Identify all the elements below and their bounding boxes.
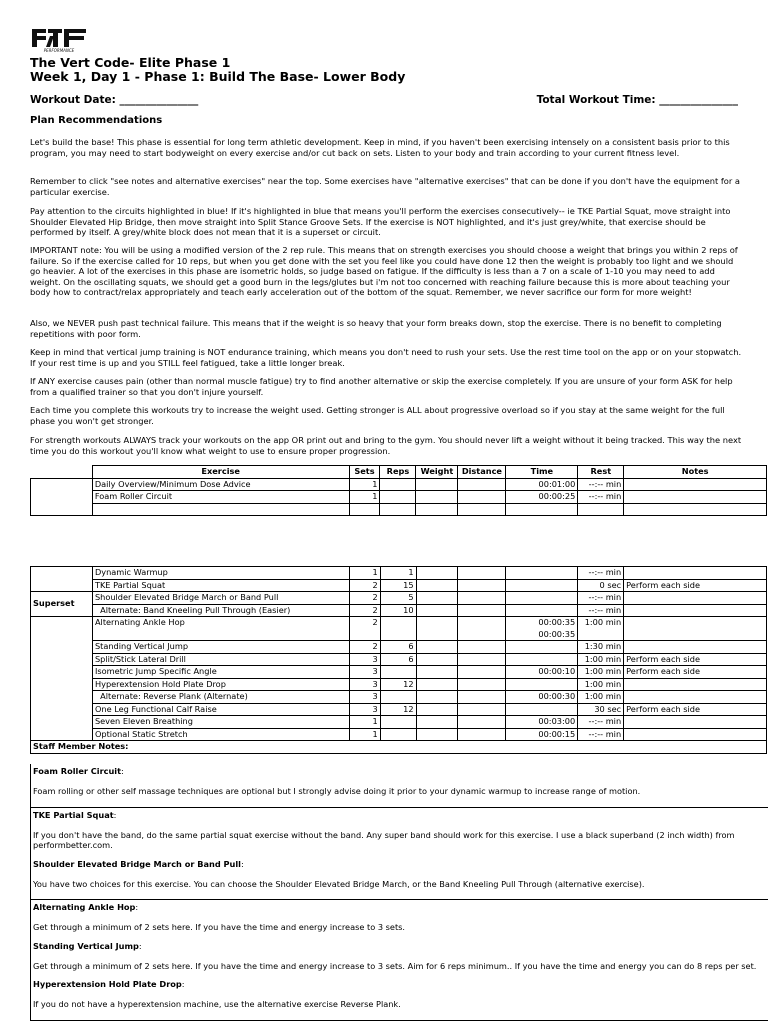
- plan-recommendations-heading: Plan Recommendations: [30, 115, 163, 126]
- exercise-cell: Hyperextension Hold Plate Drop: [92, 678, 349, 691]
- table-row: [31, 703, 767, 716]
- rest-cell: 1:00 min: [578, 653, 624, 666]
- rest-cell: 1:30 min: [578, 641, 624, 654]
- distance-cell: [458, 641, 506, 654]
- time-cell: 00:00:25: [506, 491, 578, 504]
- rest-cell: --:-- min: [578, 728, 624, 741]
- exercise-cell: Shoulder Elevated Bridge March or Band Pull: [92, 592, 349, 605]
- time-cell: 00:00:30: [506, 691, 578, 704]
- exercise-cell: Daily Overview/Minimum Dose Advice: [92, 478, 349, 491]
- workout-date-field: Workout Date: _______________: [30, 94, 199, 106]
- note-text: You have two choices for this exercise. You can choose the Shoulder Elevated Bridge March, or the Band Kneeling Pull Through (alternative exercise).: [33, 878, 645, 889]
- col-time-header: Time: [506, 466, 578, 479]
- exercise-cell: Alternate: Reverse Plank (Alternate): [92, 691, 349, 704]
- weight-cell: [416, 617, 458, 641]
- col-weight-header: Weight: [416, 466, 458, 479]
- exercise-cell: Foam Roller Circuit: [92, 491, 349, 504]
- time-cell: [506, 617, 578, 641]
- rest-cell: --:-- min: [578, 716, 624, 729]
- distance-cell: [458, 691, 506, 704]
- rest-cell: [578, 503, 624, 516]
- table-row: [31, 728, 767, 741]
- time-cell: [506, 703, 578, 716]
- note-title: TKE Partial Squat:: [33, 809, 117, 820]
- sets-cell: 2: [349, 579, 380, 592]
- note-text: Foam rolling or other self massage techniques are optional but I strongly advise doing it prior to your dynamic warmup to increase range of motion.: [33, 786, 641, 796]
- distance-cell: [458, 617, 506, 641]
- distance-cell: [458, 491, 506, 504]
- notes-cell: [624, 478, 767, 491]
- time-cell: 00:03:00: [506, 716, 578, 729]
- program-title: The Vert Code- Elite Phase 1: [30, 55, 231, 70]
- notes-cell: Perform each side: [624, 579, 767, 592]
- note-text: Get through a minimum of 2 sets here. If you have the time and energy increase to 3 sets. Aim for 6 reps minimum.. If you have the time and energy you can do 8 reps per set.: [33, 960, 757, 971]
- reps-cell: [380, 617, 416, 641]
- time-cell: [506, 678, 578, 691]
- paragraph: Remember to click "see notes and alternative exercises" near the top. Some exercises have "alternative exercises" that can be done if you don't have the equipment for a particular exercise.: [30, 176, 740, 197]
- paragraph: Also, we NEVER push past technical failure. This means that if the weight is so heavy that your form breaks down, stop the exercise. There is no benefit to completing repetitions with poor form.: [30, 318, 722, 339]
- table-row: [31, 604, 767, 617]
- table-row: [31, 691, 767, 704]
- weight-cell: [416, 691, 458, 704]
- distance-cell: [458, 653, 506, 666]
- paragraph: Keep in mind that vertical jump training is NOT endurance training, which means you don't need to rush your sets. Use the rest time tool on the app or on your stopwatch. If your rest time is up and you STILL feel fatigued, take a little longer break.: [30, 347, 742, 368]
- sets-cell: [349, 503, 380, 516]
- distance-cell: [458, 678, 506, 691]
- table-row: [31, 592, 767, 605]
- notes-cell: [624, 678, 767, 691]
- weight-cell: [416, 579, 458, 592]
- table-row: [31, 653, 767, 666]
- workout-table-top: [30, 465, 767, 516]
- weight-cell: [416, 592, 458, 605]
- note-title: Alternating Ankle Hop:: [33, 902, 139, 912]
- pjf-performance-logo: [30, 27, 88, 53]
- exercise-cell: Alternate: Band Kneeling Pull Through (Easier): [92, 604, 349, 617]
- note-title-text: Alternating Ankle Hop: [33, 902, 136, 912]
- reps-cell: 15: [380, 579, 416, 592]
- table-row: [31, 491, 767, 504]
- notes-cell: [624, 691, 767, 704]
- weight-cell: [416, 503, 458, 516]
- time-value: 00:00:35: [538, 628, 576, 639]
- time-cell: 00:00:10: [506, 666, 578, 679]
- exercise-cell: Alternating Ankle Hop: [92, 617, 349, 641]
- notes-cell: [624, 592, 767, 605]
- time-cell: 00:01:00: [506, 478, 578, 491]
- rest-cell: 1:00 min: [578, 666, 624, 679]
- time-cell: [506, 641, 578, 654]
- total-workout-time-field: Total Workout Time: _______________: [536, 94, 738, 106]
- note-title: Foam Roller Circuit:: [33, 766, 124, 776]
- notes-section: [31, 764, 768, 807]
- reps-cell: 5: [380, 592, 416, 605]
- svg-text:PERFORMANCE: PERFORMANCE: [43, 48, 75, 53]
- paragraph: If ANY exercise causes pain (other than normal muscle fatigue) try to find another alternative or skip the exercise completely. If you are unsure of your form ASK for help from a qualified trainer so that you don't injure yourself.: [30, 376, 733, 397]
- exercise-cell: [92, 503, 349, 516]
- weight-cell: [416, 728, 458, 741]
- weight-cell: [416, 641, 458, 654]
- rest-cell: --:-- min: [578, 604, 624, 617]
- distance-cell: [458, 567, 506, 580]
- table-row: [31, 678, 767, 691]
- paragraph: IMPORTANT note: You will be using a modified version of the 2 rep rule. This means that on strength exercises you should choose a weight that brings you within 2 reps of failure. So if the exercise called for 10 reps, but when you get done with the set you feel like you could have done 12 then the weight is probably too light and we should go heavier. A lot of the exercises in this phase are isometric holds, so judge based on fatigue. If the difficulty is less than a 7 on a scale of 1-10 you may need to add weight. On the oscillating squats, we should get a good burn in the legs/glutes but i'm not too concerned with reaching failure because this is more about teaching your body how to contract/relax appropriately and teach early acceleration out of the bottom of the squat. Remember, we never sacrifice our form for more weight!: [30, 245, 738, 298]
- sets-cell: 2: [349, 641, 380, 654]
- time-cell: [506, 567, 578, 580]
- rest-cell: --:-- min: [578, 567, 624, 580]
- sets-cell: 3: [349, 691, 380, 704]
- table-row: [31, 666, 767, 679]
- distance-cell: [458, 728, 506, 741]
- sets-cell: 2: [349, 592, 380, 605]
- time-cell: 00:00:15: [506, 728, 578, 741]
- note-title: Shoulder Elevated Bridge March or Band Pull:: [33, 858, 244, 869]
- reps-cell: [380, 503, 416, 516]
- notes-section: [31, 807, 768, 900]
- table-row: [31, 617, 767, 641]
- sets-cell: 3: [349, 666, 380, 679]
- staff-notes-heading: Staff Member Notes:: [31, 741, 767, 754]
- time-value: 00:00:35: [538, 617, 576, 627]
- reps-cell: [380, 728, 416, 741]
- note-text: If you don't have the band, do the same partial squat exercise without the band. Any super band should work for this exercise. I use a black superband (2 inch width) from performbetter.com.: [33, 829, 735, 850]
- col-reps-header: Reps: [380, 466, 416, 479]
- sets-cell: 2: [349, 604, 380, 617]
- sets-cell: 1: [349, 716, 380, 729]
- reps-cell: 6: [380, 641, 416, 654]
- note-title-text: Standing Vertical Jump: [33, 940, 139, 951]
- notes-cell: [624, 567, 767, 580]
- reps-cell: [380, 491, 416, 504]
- exercise-cell: Seven Eleven Breathing: [92, 716, 349, 729]
- reps-cell: [380, 478, 416, 491]
- rest-cell: --:-- min: [578, 478, 624, 491]
- exercise-cell: Optional Static Stretch: [92, 728, 349, 741]
- exercise-cell: One Leg Functional Calf Raise: [92, 703, 349, 716]
- distance-cell: [458, 703, 506, 716]
- paragraph: Pay attention to the circuits highlighted in blue! If it's highlighted in blue that means you'll perform the exercises consecutively-- ie TKE Partial Squat, move straight into Shoulder Elevated Hip Bridge, then move straight into Split Stance Groove Sets. If the exercise is NOT highlighted, and it's just grey/white, that exercise should be performed by itself. A grey/white block does not mean that it is a superset or circuit.: [30, 206, 731, 238]
- reps-cell: [380, 716, 416, 729]
- reps-cell: [380, 666, 416, 679]
- table-row: [31, 503, 767, 516]
- weight-cell: [416, 604, 458, 617]
- exercise-cell: Dynamic Warmup: [92, 567, 349, 580]
- col-exercise-header: Exercise: [92, 466, 349, 479]
- table-row: [31, 478, 767, 491]
- weight-cell: [416, 666, 458, 679]
- sets-cell: 1: [349, 728, 380, 741]
- time-cell: [506, 604, 578, 617]
- rest-cell: 1:00 min: [578, 678, 624, 691]
- col-distance-header: Distance: [458, 466, 506, 479]
- note-title: Standing Vertical Jump:: [33, 940, 142, 951]
- distance-cell: [458, 666, 506, 679]
- distance-cell: [458, 503, 506, 516]
- rest-cell: --:-- min: [578, 491, 624, 504]
- rest-cell: 30 sec: [578, 703, 624, 716]
- notes-cell: [624, 503, 767, 516]
- weight-cell: [416, 678, 458, 691]
- notes-cell: [624, 716, 767, 729]
- sets-cell: 3: [349, 703, 380, 716]
- rest-cell: 1:00 min: [578, 691, 624, 704]
- note-title-text: Shoulder Elevated Bridge March or Band Pull: [33, 858, 241, 869]
- notes-section: [31, 899, 768, 1020]
- rest-cell: 0 sec: [578, 579, 624, 592]
- note-title-text: Hyperextension Hold Plate Drop: [33, 979, 182, 989]
- reps-cell: 10: [380, 604, 416, 617]
- reps-cell: 6: [380, 653, 416, 666]
- table-row: [31, 579, 767, 592]
- group-label: [31, 617, 93, 741]
- notes-cell: [624, 604, 767, 617]
- reps-cell: 12: [380, 703, 416, 716]
- workout-title: Week 1, Day 1 - Phase 1: Build The Base- Lower Body: [30, 69, 406, 84]
- weight-cell: [416, 567, 458, 580]
- time-cell: [506, 579, 578, 592]
- notes-cell: [624, 728, 767, 741]
- rest-cell: --:-- min: [578, 592, 624, 605]
- notes-cell: [624, 617, 767, 641]
- weight-cell: [416, 653, 458, 666]
- distance-cell: [458, 716, 506, 729]
- sets-cell: 2: [349, 617, 380, 641]
- notes-cell: [624, 491, 767, 504]
- group-label: Superset: [31, 592, 93, 617]
- table-row: [31, 567, 767, 580]
- table-row: [31, 716, 767, 729]
- sets-cell: 1: [349, 567, 380, 580]
- time-cell: [506, 592, 578, 605]
- sets-cell: 1: [349, 478, 380, 491]
- weight-cell: [416, 716, 458, 729]
- sets-cell: 3: [349, 678, 380, 691]
- col-notes-header: Notes: [624, 466, 767, 479]
- notes-cell: Perform each side: [624, 666, 767, 679]
- sets-cell: 3: [349, 653, 380, 666]
- note-text: Get through a minimum of 2 sets here. If you have the time and energy increase to 3 sets.: [33, 922, 406, 932]
- weight-cell: [416, 491, 458, 504]
- exercise-cell: Standing Vertical Jump: [92, 641, 349, 654]
- time-cell: [506, 503, 578, 516]
- paragraph: For strength workouts ALWAYS track your workouts on the app OR print out and bring to the gym. You should never lift a weight without it being tracked. This way the next time you do this workout you'll know what weight to use to ensure proper progression.: [30, 435, 742, 456]
- exercise-cell: Isometric Jump Specific Angle: [92, 666, 349, 679]
- time-cell: [506, 653, 578, 666]
- notes-cell: Perform each side: [624, 703, 767, 716]
- staff-notes-row: [31, 741, 767, 754]
- group-label: [31, 478, 93, 516]
- notes-cell: Perform each side: [624, 653, 767, 666]
- col-sets-header: Sets: [349, 466, 380, 479]
- table-header-row: [31, 466, 767, 479]
- distance-cell: [458, 604, 506, 617]
- notes-cell: [624, 641, 767, 654]
- reps-cell: 12: [380, 678, 416, 691]
- exercise-cell: Split/Stick Lateral Drill: [92, 653, 349, 666]
- paragraph: Each time you complete this workouts try to increase the weight used. Getting stronger is ALL about progressive overload so if you stay at the same weight for the full phase you won't get stronger.: [30, 405, 725, 426]
- distance-cell: [458, 592, 506, 605]
- staff-notes-panel: [30, 764, 768, 1021]
- col-rest-header: Rest: [578, 466, 624, 479]
- reps-cell: 1: [380, 567, 416, 580]
- weight-cell: [416, 478, 458, 491]
- reps-cell: [380, 691, 416, 704]
- note-title: Hyperextension Hold Plate Drop:: [33, 979, 185, 989]
- group-label: [31, 567, 93, 592]
- note-text: If you do not have a hyperextension machine, use the alternative exercise Reverse Plank.: [33, 999, 401, 1009]
- workout-table-main: [30, 566, 767, 754]
- exercise-cell: TKE Partial Squat: [92, 579, 349, 592]
- table-row: [31, 641, 767, 654]
- note-title-text: Foam Roller Circuit: [33, 766, 122, 776]
- sets-cell: 1: [349, 491, 380, 504]
- distance-cell: [458, 579, 506, 592]
- paragraph: Let's build the base! This phase is essential for long term athletic development. Keep in mind, if you haven't been exercising intensely on a consistent basis prior to this program, you may need to start bodyweight on every exercise and/or cut back on sets. Listen to your body and train according to your current fitness level.: [30, 137, 730, 158]
- distance-cell: [458, 478, 506, 491]
- note-title-text: TKE Partial Squat: [33, 809, 114, 820]
- weight-cell: [416, 703, 458, 716]
- rest-cell: 1:00 min: [578, 617, 624, 641]
